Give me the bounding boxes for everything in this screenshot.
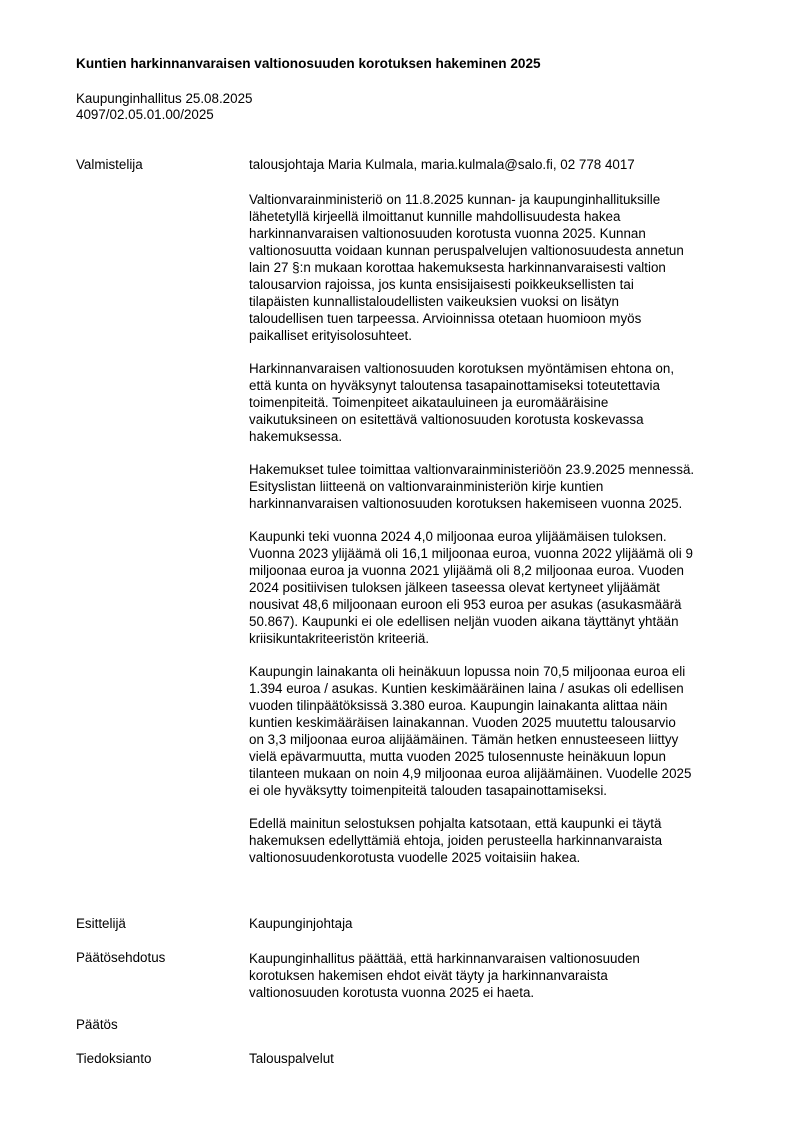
- paragraph-line: vuoden tilinpäätöksissä 3.380 euroa. Kaupungin lainakanta alittaa näin: [249, 698, 668, 713]
- valmistelija-label: Valmistelija: [76, 157, 143, 172]
- paatos-label: Päätös: [76, 1017, 118, 1032]
- paragraph-line: Kaupunki teki vuonna 2024 4,0 miljoonaa euroa ylijäämäisen tuloksen.: [249, 529, 667, 544]
- tiedoksianto-value: Talouspalvelut: [249, 1051, 334, 1066]
- paragraph-line: 1.394 euroa / asukas. Kuntien keskimääräinen laina / asukas oli edellisen: [249, 681, 684, 696]
- paragraph-line: valtionosuutta voidaan kunnan peruspalvelujen valtionosuudesta annetun: [249, 243, 684, 258]
- meeting-body-date: Kaupunginhallitus 25.08.2025: [76, 91, 253, 106]
- paragraph-line: Kaupungin lainakanta oli heinäkuun lopussa noin 70,5 miljoonaa euroa eli: [249, 664, 686, 679]
- paragraph-line: toimenpiteitä. Toimenpiteet aikatauluineen ja euromääräisine: [249, 395, 609, 410]
- paragraph-line: kriisikuntakriteeristön kriteeriä.: [249, 631, 430, 646]
- document-meta: [76, 91, 252, 124]
- document-title: Kuntien harkinnanvaraisen valtionosuuden korotuksen hakeminen 2025: [76, 56, 541, 71]
- paatosehdotus-text: [249, 950, 749, 1001]
- paragraph-line: nousivat 48,6 miljoonaan euroon eli 953 euroa per asukas (asukasmäärä: [249, 597, 682, 612]
- paragraph-line: on 3,3 miljoonaa euroa alijäämäinen. Tämän hetken ennusteeseen liittyy: [249, 732, 679, 747]
- paragraph-line: että kunta on hyväksynyt taloutensa tasapainottamiseksi toteutettavia: [249, 378, 660, 393]
- paragraph-line: Harkinnanvaraisen valtionosuuden korotuksen myöntämisen ehtona on,: [249, 361, 675, 376]
- paragraph-line: vielä epävarmuutta, mutta vuoden 2025 tulosennuste heinäkuun lopun: [249, 749, 666, 764]
- esittelija-label: Esittelijä: [76, 916, 126, 931]
- paragraph-line: lähetetyllä kirjeellä ilmoittanut kunnille mahdollisuudesta hakea: [249, 209, 621, 224]
- paragraph-line: korotuksen hakemisen ehdot eivät täyty ja harkinnanvaraista: [249, 968, 608, 983]
- paragraph-4: [249, 528, 749, 647]
- paragraph-5: [249, 663, 749, 799]
- tiedoksianto-label: Tiedoksianto: [76, 1051, 152, 1066]
- paragraph-line: paikalliset erityisolosuhteet.: [249, 328, 413, 343]
- paragraph-line: Esityslistan liitteenä on valtionvarainministeriön kirje kuntien: [249, 479, 604, 494]
- paragraph-line: talousarvion rajoissa, jos kunta ensisijaisesti poikkeuksellisten tai: [249, 277, 634, 292]
- paragraph-1: [249, 191, 749, 344]
- paragraph-line: 50.867). Kaupunki ei ole edellisen neljän vuoden aikana täyttänyt yhtään: [249, 614, 679, 629]
- paragraph-line: valtionosuuden korotusta vuonna 2025 ei haeta.: [249, 985, 535, 1000]
- paragraph-line: harkinnanvaraisen valtionosuuden korotuksen hakemiseen vuonna 2025.: [249, 496, 683, 511]
- paragraph-line: tilanteen mukaan on noin 4,9 miljoonaa euroa alijäämäinen. Vuodelle 2025: [249, 766, 692, 781]
- paragraph-line: harkinnanvaraisen valtionosuuden korotusta vuonna 2025. Kunnan: [249, 226, 646, 241]
- paragraph-line: lain 27 §:n mukaan korottaa hakemuksesta harkinnanvaraisesti valtion: [249, 260, 666, 275]
- paragraph-line: ei ole hyväksytty toimenpiteitä talouden tasapainottamiseksi.: [249, 783, 608, 798]
- paragraph-line: 2024 positiivisen tuloksen jälkeen taseessa olevat kertyneet ylijäämät: [249, 580, 660, 595]
- paragraph-line: hakemuksessa.: [249, 429, 343, 444]
- paragraph-6: [249, 815, 749, 866]
- paragraph-2: [249, 360, 749, 445]
- paragraph-line: Kaupunginhallitus päättää, että harkinnanvaraisen valtionosuuden: [249, 951, 640, 966]
- paragraph-line: miljoonaa euroa ja vuonna 2021 ylijäämä oli 8,2 miljoonaa euroa. Vuoden: [249, 563, 684, 578]
- paragraph-line: kuntien keskimääräisen lainakannan. Vuoden 2025 muutettu talousarvio: [249, 715, 676, 730]
- paragraph-line: vaikutuksineen on esitettävä valtionosuuden korotusta koskevassa: [249, 412, 644, 427]
- record-number: 4097/02.05.01.00/2025: [76, 107, 214, 123]
- paragraph-line: hakemuksen edellyttämiä ehtoja, joiden perusteella harkinnanvaraista: [249, 833, 663, 848]
- paatosehdotus-label: Päätösehdotus: [76, 950, 166, 965]
- paragraph-line: tilapäisten kunnallistaloudellisten vaikeuksien vuoksi on lisätyn: [249, 294, 619, 309]
- paragraph-line: Valtionvarainministeriö on 11.8.2025 kunnan- ja kaupunginhallituksille: [249, 192, 661, 207]
- paragraph-line: Hakemukset tulee toimittaa valtionvarainministeriöön 23.9.2025 mennessä.: [249, 462, 695, 477]
- esittelija-value: Kaupunginjohtaja: [249, 916, 353, 931]
- paragraph-3: [249, 461, 749, 512]
- paragraph-line: Edellä mainitun selostuksen pohjalta katsotaan, että kaupunki ei täytä: [249, 816, 662, 831]
- paragraph-line: taloudellisen tuen tarpeessa. Arvioinnissa otetaan huomioon myös: [249, 311, 642, 326]
- valmistelija-value: talousjohtaja Maria Kulmala, maria.kulmala@salo.fi, 02 778 4017: [249, 157, 635, 172]
- paragraph-line: valtionosuudenkorotusta vuodelle 2025 voitaisiin hakea.: [249, 850, 581, 865]
- paragraph-line: Vuonna 2023 ylijäämä oli 16,1 miljoonaa euroa, vuonna 2022 ylijäämä oli 9: [249, 546, 693, 561]
